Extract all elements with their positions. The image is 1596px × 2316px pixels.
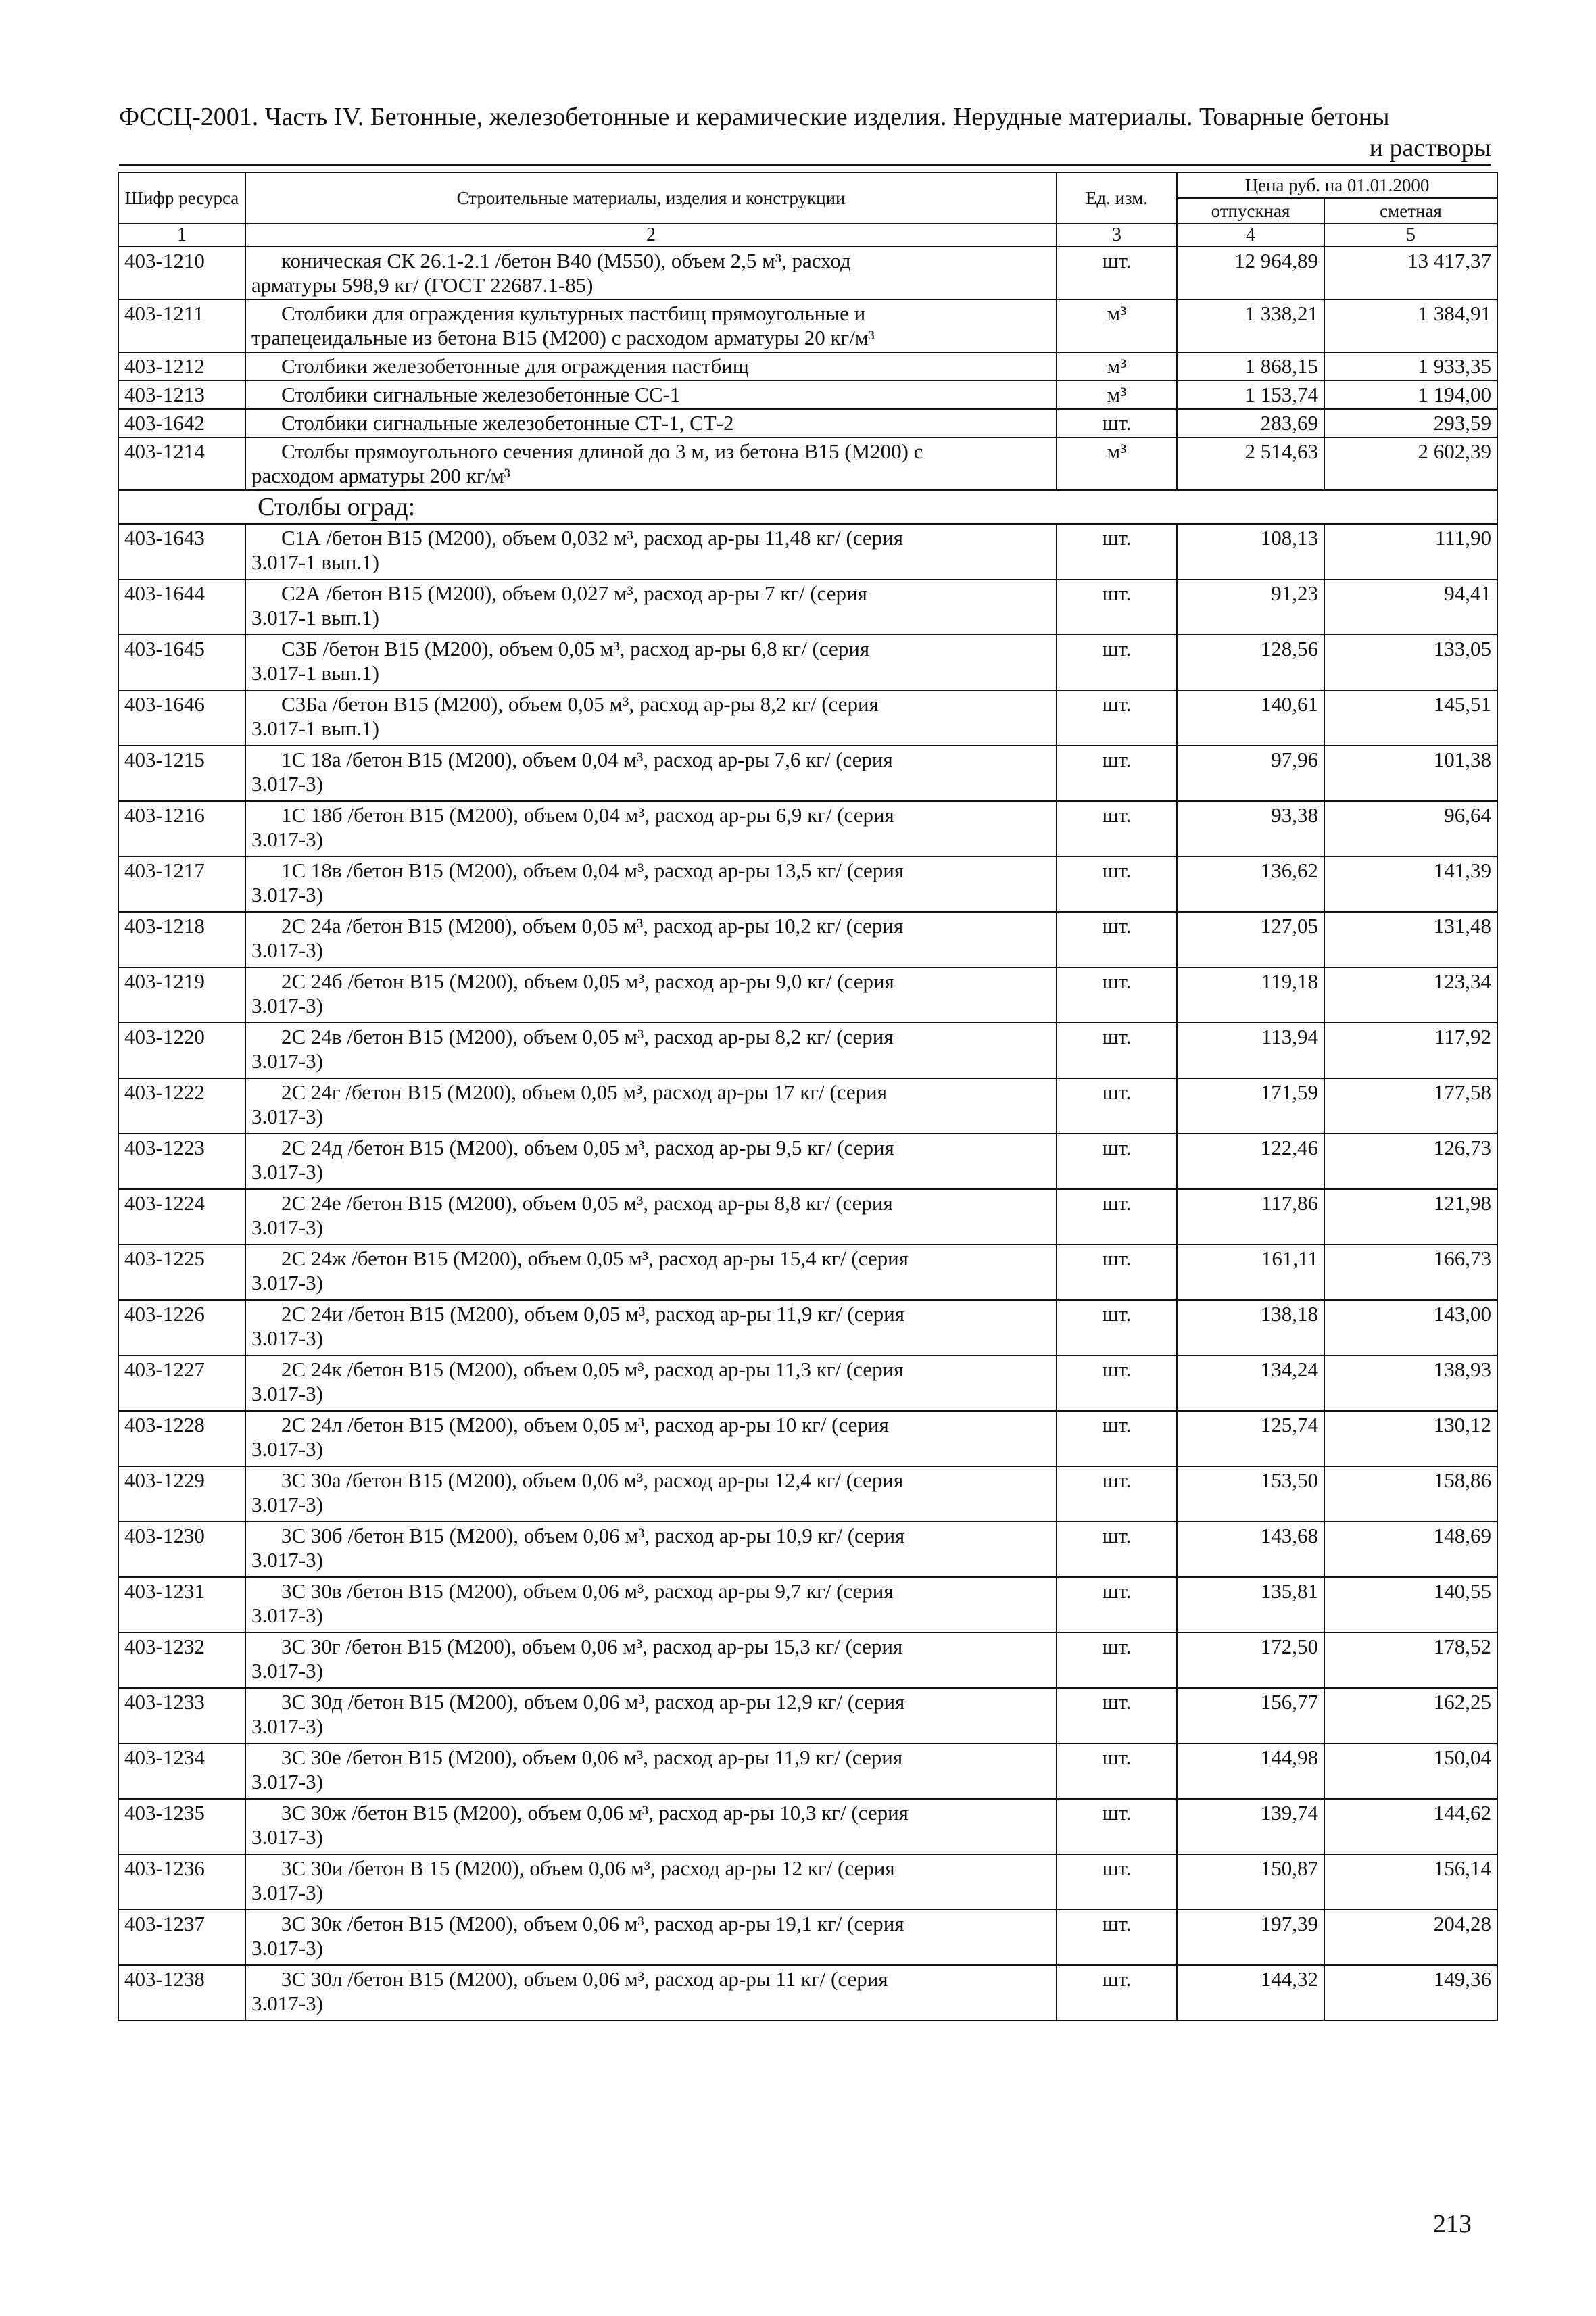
estimate-price: 150,04 (1324, 1743, 1497, 1799)
estimate-price: 178,52 (1324, 1633, 1497, 1688)
description-line1: С3Ба /бетон В15 (М200), объем 0,05 м³, расход ар-ры 8,2 кг/ (серия (281, 692, 879, 716)
description-line2: 3.017-3) (251, 883, 323, 907)
estimate-price: 141,39 (1324, 857, 1497, 912)
material-description (245, 1189, 1057, 1245)
material-description (245, 857, 1057, 912)
material-description (245, 746, 1057, 801)
material-description (245, 635, 1057, 690)
resource-code: 403-1238 (118, 1965, 245, 2021)
material-description (245, 381, 1057, 409)
release-price: 135,81 (1177, 1577, 1324, 1633)
release-price: 283,69 (1177, 409, 1324, 437)
table-row (118, 1577, 1497, 1633)
description-line1: Столбики для ограждения культурных пастбищ прямоугольные и (281, 301, 866, 325)
release-price: 117,86 (1177, 1189, 1324, 1245)
description-line2: 3.017-3) (251, 1992, 323, 2015)
resource-code: 403-1643 (118, 524, 245, 579)
table-row (118, 1078, 1497, 1134)
table-row (118, 1965, 1497, 2021)
release-price: 139,74 (1177, 1799, 1324, 1854)
resource-code: 403-1215 (118, 746, 245, 801)
release-price: 113,94 (1177, 1023, 1324, 1078)
release-price: 122,46 (1177, 1134, 1324, 1189)
estimate-price: 1 933,35 (1324, 352, 1497, 381)
estimate-price: 94,41 (1324, 579, 1497, 635)
material-description (245, 1355, 1057, 1411)
unit-of-measure: шт. (1057, 524, 1177, 579)
release-price: 93,38 (1177, 801, 1324, 857)
resource-code: 403-1226 (118, 1300, 245, 1355)
unit-of-measure: шт. (1057, 1522, 1177, 1577)
unit-of-measure: шт. (1057, 579, 1177, 635)
unit-of-measure: шт. (1057, 1577, 1177, 1633)
description-line1: С3Б /бетон В15 (М200), объем 0,05 м³, расход ар-ры 6,8 кг/ (серия (281, 637, 870, 660)
unit-of-measure: шт. (1057, 1078, 1177, 1134)
table-row (118, 1023, 1497, 1078)
unit-of-measure: шт. (1057, 1965, 1177, 2021)
description-line1: 3С 30к /бетон В15 (М200), объем 0,06 м³, расход ар-ры 19,1 кг/ (серия (281, 1912, 904, 1935)
description-line1: Столбики сигнальные железобетонные СТ-1, СТ-2 (281, 411, 734, 435)
description-line1: 1С 18в /бетон В15 (М200), объем 0,04 м³, расход ар-ры 13,5 кг/ (серия (281, 859, 904, 882)
description-line1: Столбики сигнальные железобетонные СС-1 (281, 383, 681, 406)
resource-code: 403-1216 (118, 801, 245, 857)
unit-of-measure: шт. (1057, 1355, 1177, 1411)
resource-code: 403-1234 (118, 1743, 245, 1799)
table-row (118, 1355, 1497, 1411)
resource-code: 403-1227 (118, 1355, 245, 1411)
material-description (245, 524, 1057, 579)
unit-of-measure: шт. (1057, 690, 1177, 746)
release-price: 136,62 (1177, 857, 1324, 912)
release-price: 150,87 (1177, 1854, 1324, 1910)
unit-of-measure: м³ (1057, 437, 1177, 490)
group-heading-row (118, 490, 1497, 524)
description-line1: 3С 30д /бетон В15 (М200), объем 0,06 м³, расход ар-ры 12,9 кг/ (серия (281, 1690, 905, 1714)
description-line1: 2С 24к /бетон В15 (М200), объем 0,05 м³, расход ар-ры 11,3 кг/ (серия (281, 1357, 904, 1381)
estimate-price: 121,98 (1324, 1189, 1497, 1245)
resource-code: 403-1218 (118, 912, 245, 967)
page-number: 213 (1433, 2210, 1472, 2238)
table-row (118, 352, 1497, 381)
description-line2: 3.017-3) (251, 1271, 323, 1295)
header-title-line1: ФССЦ-2001. Часть IV. Бетонные, железобетонные и керамические изделия. Нерудные материалы. Товарные бетоны (119, 103, 1390, 131)
release-price: 161,11 (1177, 1245, 1324, 1300)
material-description (245, 1577, 1057, 1633)
release-price: 125,74 (1177, 1411, 1324, 1466)
unit-of-measure: шт. (1057, 247, 1177, 299)
material-description (245, 352, 1057, 381)
unit-of-measure: шт. (1057, 857, 1177, 912)
table-row (118, 1799, 1497, 1854)
column-number: 3 (1057, 224, 1177, 247)
resource-code: 403-1231 (118, 1577, 245, 1633)
unit-of-measure: шт. (1057, 801, 1177, 857)
table-row (118, 1411, 1497, 1466)
unit-of-measure: шт. (1057, 1189, 1177, 1245)
description-line2: 3.017-1 вып.1) (251, 550, 379, 574)
release-price: 119,18 (1177, 967, 1324, 1023)
resource-code: 403-1229 (118, 1466, 245, 1522)
table-body-top (118, 247, 1497, 490)
resource-code: 403-1222 (118, 1078, 245, 1134)
unit-of-measure: шт. (1057, 1633, 1177, 1688)
unit-of-measure: шт. (1057, 1411, 1177, 1466)
release-price: 144,98 (1177, 1743, 1324, 1799)
release-price: 108,13 (1177, 524, 1324, 579)
estimate-price: 144,62 (1324, 1799, 1497, 1854)
unit-of-measure: шт. (1057, 1799, 1177, 1854)
estimate-price: 148,69 (1324, 1522, 1497, 1577)
release-price: 143,68 (1177, 1522, 1324, 1577)
resource-code: 403-1645 (118, 635, 245, 690)
unit-of-measure: шт. (1057, 1854, 1177, 1910)
table-row (118, 912, 1497, 967)
resource-code: 403-1217 (118, 857, 245, 912)
col-header-release-price: отпускная (1177, 198, 1324, 224)
description-line1: коническая СК 26.1-2.1 /бетон В40 (М550), объем 2,5 м³, расход (281, 249, 851, 272)
release-price: 172,50 (1177, 1633, 1324, 1688)
resource-code: 403-1228 (118, 1411, 245, 1466)
description-line2: 3.017-3) (251, 1160, 323, 1184)
table-row (118, 690, 1497, 746)
resource-code: 403-1644 (118, 579, 245, 635)
resource-code: 403-1220 (118, 1023, 245, 1078)
unit-of-measure: шт. (1057, 1023, 1177, 1078)
column-number: 1 (118, 224, 245, 247)
description-line2: 3.017-3) (251, 938, 323, 962)
description-line2: 3.017-3) (251, 1936, 323, 1960)
material-description (245, 1522, 1057, 1577)
resource-code: 403-1236 (118, 1854, 245, 1910)
release-price: 140,61 (1177, 690, 1324, 746)
unit-of-measure: шт. (1057, 1466, 1177, 1522)
estimate-price: 158,86 (1324, 1466, 1497, 1522)
estimate-price: 133,05 (1324, 635, 1497, 690)
description-line2: 3.017-1 вып.1) (251, 606, 379, 629)
column-number: 5 (1324, 224, 1497, 247)
table-row (118, 409, 1497, 437)
unit-of-measure: шт. (1057, 967, 1177, 1023)
estimate-price: 143,00 (1324, 1300, 1497, 1355)
material-description (245, 299, 1057, 352)
description-line1: 2С 24в /бетон В15 (М200), объем 0,05 м³, расход ар-ры 8,2 кг/ (серия (281, 1025, 894, 1048)
table-row (118, 1743, 1497, 1799)
material-description (245, 579, 1057, 635)
resource-code: 403-1211 (118, 299, 245, 352)
description-line1: 2С 24ж /бетон В15 (М200), объем 0,05 м³, расход ар-ры 15,4 кг/ (серия (281, 1247, 909, 1270)
table-row (118, 1633, 1497, 1688)
table-row (118, 1245, 1497, 1300)
estimate-price: 145,51 (1324, 690, 1497, 746)
description-line2: 3.017-3) (251, 1382, 323, 1405)
material-description (245, 409, 1057, 437)
estimate-price: 126,73 (1324, 1134, 1497, 1189)
table-row (118, 746, 1497, 801)
resource-code: 403-1232 (118, 1633, 245, 1688)
description-line2: 3.017-3) (251, 1049, 323, 1073)
description-line1: 3С 30ж /бетон В15 (М200), объем 0,06 м³, расход ар-ры 10,3 кг/ (серия (281, 1801, 909, 1825)
description-line2: расходом арматуры 200 кг/м³ (251, 464, 511, 487)
resource-code: 403-1210 (118, 247, 245, 299)
description-line2: 3.017-3) (251, 1714, 323, 1738)
description-line1: С1А /бетон В15 (М200), объем 0,032 м³, расход ар-ры 11,48 кг/ (серия (281, 526, 904, 550)
description-line2: 3.017-3) (251, 1437, 323, 1461)
estimate-price: 177,58 (1324, 1078, 1497, 1134)
description-line2: 3.017-3) (251, 1659, 323, 1683)
unit-of-measure: шт. (1057, 1910, 1177, 1965)
estimate-price: 204,28 (1324, 1910, 1497, 1965)
unit-of-measure: м³ (1057, 299, 1177, 352)
description-line1: 1С 18а /бетон В15 (М200), объем 0,04 м³, расход ар-ры 7,6 кг/ (серия (281, 748, 893, 771)
estimate-price: 101,38 (1324, 746, 1497, 801)
unit-of-measure: шт. (1057, 1688, 1177, 1743)
description-line2: 3.017-3) (251, 772, 323, 796)
resource-code: 403-1224 (118, 1189, 245, 1245)
material-description (245, 1466, 1057, 1522)
unit-of-measure: шт. (1057, 746, 1177, 801)
description-line2: 3.017-3) (251, 1326, 323, 1350)
estimate-price: 140,55 (1324, 1577, 1497, 1633)
table-row (118, 857, 1497, 912)
material-description (245, 1633, 1057, 1688)
material-description (245, 1411, 1057, 1466)
estimate-price: 96,64 (1324, 801, 1497, 857)
col-header-name: Строительные материалы, изделия и конструкции (245, 172, 1057, 224)
resource-code: 403-1642 (118, 409, 245, 437)
table-row (118, 1189, 1497, 1245)
description-line2: 3.017-3) (251, 1105, 323, 1128)
unit-of-measure: шт. (1057, 1134, 1177, 1189)
table-row (118, 524, 1497, 579)
material-description (245, 1688, 1057, 1743)
table-row (118, 635, 1497, 690)
column-number: 4 (1177, 224, 1324, 247)
header-divider (119, 164, 1491, 166)
estimate-price: 1 384,91 (1324, 299, 1497, 352)
release-price: 134,24 (1177, 1355, 1324, 1411)
table-row (118, 381, 1497, 409)
description-line1: 2С 24е /бетон В15 (М200), объем 0,05 м³, расход ар-ры 8,8 кг/ (серия (281, 1191, 893, 1215)
description-line2: 3.017-1 вып.1) (251, 717, 379, 740)
description-line2: 3.017-3) (251, 1603, 323, 1627)
material-description (245, 437, 1057, 490)
release-price: 156,77 (1177, 1688, 1324, 1743)
estimate-price: 111,90 (1324, 524, 1497, 579)
table-row (118, 437, 1497, 490)
description-line1: 2С 24б /бетон В15 (М200), объем 0,05 м³, расход ар-ры 9,0 кг/ (серия (281, 969, 894, 993)
description-line2: 3.017-3) (251, 1825, 323, 1849)
resource-code: 403-1225 (118, 1245, 245, 1300)
material-description (245, 1965, 1057, 2021)
release-price: 127,05 (1177, 912, 1324, 967)
table-row (118, 579, 1497, 635)
unit-of-measure: шт. (1057, 1245, 1177, 1300)
group-heading: Столбы оград: (118, 490, 1497, 524)
release-price: 1 868,15 (1177, 352, 1324, 381)
resource-code: 403-1233 (118, 1688, 245, 1743)
release-price: 1 153,74 (1177, 381, 1324, 409)
description-line1: 2С 24г /бетон В15 (М200), объем 0,05 м³, расход ар-ры 17 кг/ (серия (281, 1080, 887, 1104)
table-row (118, 1522, 1497, 1577)
description-line1: С2А /бетон В15 (М200), объем 0,027 м³, расход ар-ры 7 кг/ (серия (281, 581, 867, 605)
column-number: 2 (245, 224, 1057, 247)
material-description (245, 912, 1057, 967)
description-line1: 2С 24и /бетон В15 (М200), объем 0,05 м³, расход ар-ры 11,9 кг/ (серия (281, 1302, 904, 1326)
description-line2: 3.017-3) (251, 994, 323, 1017)
resource-code: 403-1219 (118, 967, 245, 1023)
estimate-price: 162,25 (1324, 1688, 1497, 1743)
resource-code: 403-1237 (118, 1910, 245, 1965)
table-row (118, 801, 1497, 857)
col-header-unit: Ед. изм. (1057, 172, 1177, 224)
material-description (245, 801, 1057, 857)
group-heading-body (118, 490, 1497, 524)
release-price: 97,96 (1177, 746, 1324, 801)
release-price: 171,59 (1177, 1078, 1324, 1134)
unit-of-measure: шт. (1057, 1300, 1177, 1355)
resource-code: 403-1212 (118, 352, 245, 381)
unit-of-measure: шт. (1057, 1743, 1177, 1799)
table-row (118, 1688, 1497, 1743)
unit-of-measure: м³ (1057, 352, 1177, 381)
estimate-price: 293,59 (1324, 409, 1497, 437)
table-row (118, 299, 1497, 352)
estimate-price: 13 417,37 (1324, 247, 1497, 299)
resource-code: 403-1235 (118, 1799, 245, 1854)
estimate-price: 149,36 (1324, 1965, 1497, 2021)
material-description (245, 1134, 1057, 1189)
table-header (118, 172, 1497, 247)
table-row (118, 1300, 1497, 1355)
estimate-price: 138,93 (1324, 1355, 1497, 1411)
estimate-price: 2 602,39 (1324, 437, 1497, 490)
resource-code: 403-1646 (118, 690, 245, 746)
col-header-price: Цена руб. на 01.01.2000 (1177, 172, 1497, 198)
material-description (245, 1078, 1057, 1134)
release-price: 153,50 (1177, 1466, 1324, 1522)
table-row (118, 247, 1497, 299)
description-line2: 3.017-3) (251, 1881, 323, 1904)
material-description (245, 1799, 1057, 1854)
page-header (119, 101, 1491, 164)
table-body-main (118, 524, 1497, 2021)
price-table (118, 172, 1498, 2021)
unit-of-measure: шт. (1057, 409, 1177, 437)
material-description (245, 1300, 1057, 1355)
table-row (118, 1854, 1497, 1910)
description-line2: 3.017-3) (251, 1493, 323, 1516)
estimate-price: 131,48 (1324, 912, 1497, 967)
resource-code: 403-1214 (118, 437, 245, 490)
release-price: 138,18 (1177, 1300, 1324, 1355)
table-row (118, 1910, 1497, 1965)
unit-of-measure: м³ (1057, 381, 1177, 409)
col-header-estimate-price: сметная (1324, 198, 1497, 224)
estimate-price: 166,73 (1324, 1245, 1497, 1300)
release-price: 197,39 (1177, 1910, 1324, 1965)
header-title-line2: и растворы (1369, 134, 1491, 162)
description-line2: 3.017-3) (251, 827, 323, 851)
description-line2: 3.017-3) (251, 1770, 323, 1793)
unit-of-measure: шт. (1057, 635, 1177, 690)
table-row (118, 1466, 1497, 1522)
estimate-price: 156,14 (1324, 1854, 1497, 1910)
unit-of-measure: шт. (1057, 912, 1177, 967)
material-description (245, 1023, 1057, 1078)
description-line2: 3.017-3) (251, 1215, 323, 1239)
estimate-price: 130,12 (1324, 1411, 1497, 1466)
release-price: 144,32 (1177, 1965, 1324, 2021)
description-line2: 3.017-3) (251, 1548, 323, 1572)
estimate-price: 1 194,00 (1324, 381, 1497, 409)
material-description (245, 247, 1057, 299)
estimate-price: 123,34 (1324, 967, 1497, 1023)
description-line1: 2С 24а /бетон В15 (М200), объем 0,05 м³, расход ар-ры 10,2 кг/ (серия (281, 914, 904, 938)
description-line1: 3С 30б /бетон В15 (М200), объем 0,06 м³, расход ар-ры 10,9 кг/ (серия (281, 1524, 905, 1547)
material-description (245, 967, 1057, 1023)
release-price: 91,23 (1177, 579, 1324, 635)
description-line1: 3С 30и /бетон В 15 (М200), объем 0,06 м³, расход ар-ры 12 кг/ (серия (281, 1856, 895, 1880)
resource-code: 403-1223 (118, 1134, 245, 1189)
description-line1: 2С 24д /бетон В15 (М200), объем 0,05 м³, расход ар-ры 9,5 кг/ (серия (281, 1136, 894, 1159)
release-price: 12 964,89 (1177, 247, 1324, 299)
description-line1: Столбы прямоугольного сечения длиной до 3 м, из бетона В15 (М200) с (281, 439, 923, 463)
table-row (118, 1134, 1497, 1189)
description-line1: 3С 30в /бетон В15 (М200), объем 0,06 м³, расход ар-ры 9,7 кг/ (серия (281, 1579, 894, 1603)
release-price: 128,56 (1177, 635, 1324, 690)
description-line1: 3С 30а /бетон В15 (М200), объем 0,06 м³, расход ар-ры 12,4 кг/ (серия (281, 1468, 904, 1492)
col-header-code: Шифр ресурса (118, 172, 245, 224)
resource-code: 403-1230 (118, 1522, 245, 1577)
description-line2: трапецеидальные из бетона В15 (М200) с расходом арматуры 20 кг/м³ (251, 326, 875, 349)
material-description (245, 1743, 1057, 1799)
description-line1: 3С 30е /бетон В15 (М200), объем 0,06 м³, расход ар-ры 11,9 кг/ (серия (281, 1745, 903, 1769)
material-description (245, 1854, 1057, 1910)
description-line1: 3С 30г /бетон В15 (М200), объем 0,06 м³, расход ар-ры 15,3 кг/ (серия (281, 1635, 903, 1658)
resource-code: 403-1213 (118, 381, 245, 409)
material-description (245, 1245, 1057, 1300)
release-price: 1 338,21 (1177, 299, 1324, 352)
table-row (118, 967, 1497, 1023)
description-line1: 1С 18б /бетон В15 (М200), объем 0,04 м³, расход ар-ры 6,9 кг/ (серия (281, 803, 894, 827)
description-line1: Столбики железобетонные для ограждения пастбищ (281, 354, 749, 378)
column-number-row (118, 224, 1497, 247)
estimate-price: 117,92 (1324, 1023, 1497, 1078)
material-description (245, 690, 1057, 746)
description-line2: 3.017-1 вып.1) (251, 661, 379, 685)
material-description (245, 1910, 1057, 1965)
description-line1: 3С 30л /бетон В15 (М200), объем 0,06 м³, расход ар-ры 11 кг/ (серия (281, 1967, 888, 1991)
description-line2: арматуры 598,9 кг/ (ГОСТ 22687.1-85) (251, 273, 594, 297)
description-line1: 2С 24л /бетон В15 (М200), объем 0,05 м³, расход ар-ры 10 кг/ (серия (281, 1413, 889, 1437)
release-price: 2 514,63 (1177, 437, 1324, 490)
